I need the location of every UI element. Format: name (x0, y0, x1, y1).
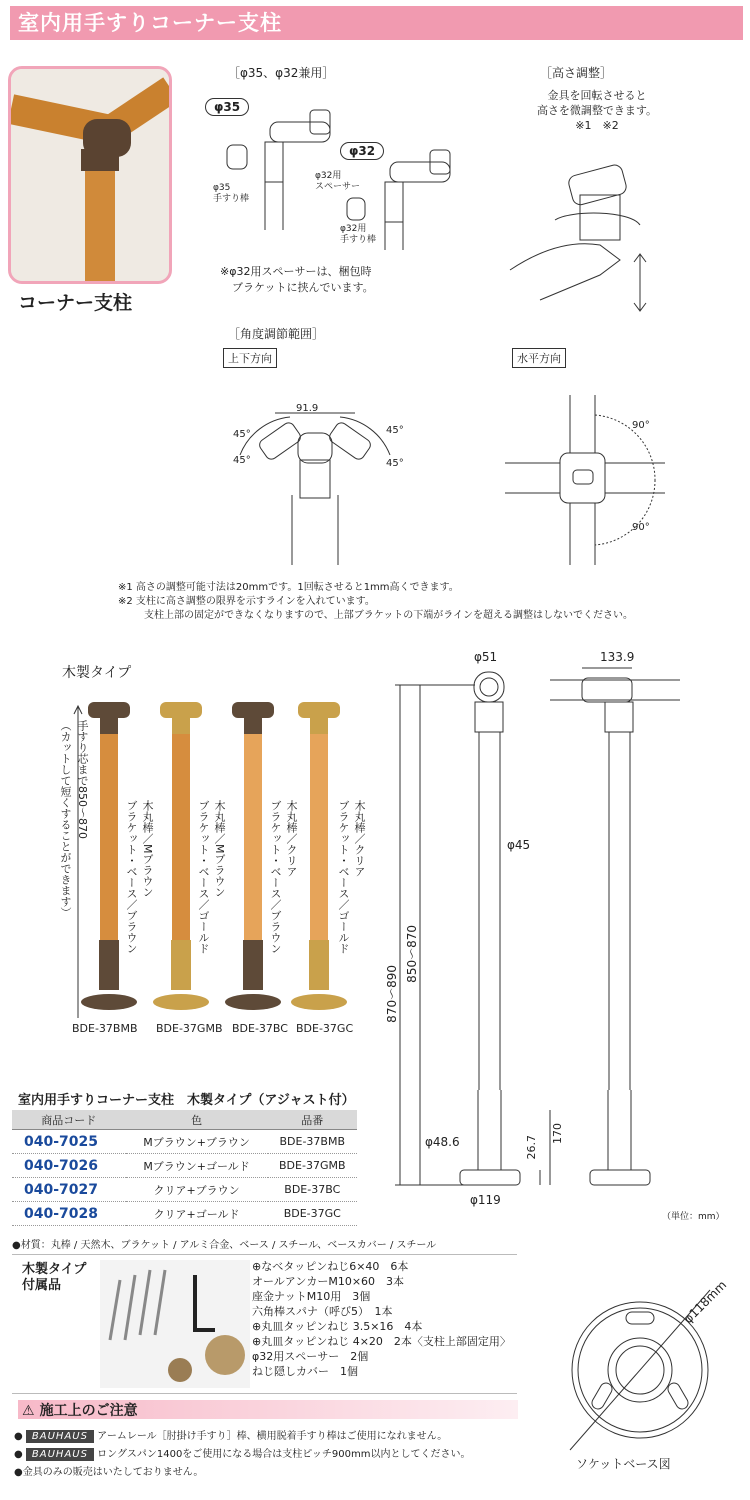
header-code: 商品コード (12, 1110, 126, 1130)
compat-heading: ［φ35、φ32兼用］ (228, 66, 335, 80)
phi32-badge: φ32 (340, 142, 384, 160)
label-phi32-line2: 手すり棒 (340, 235, 377, 245)
spacer-note-line1: ※φ32用スペーサーは、梱包時 (220, 265, 372, 278)
cut-note-line2: （カットして短くすることができます） (59, 720, 72, 918)
angle-45-tl: 45° (233, 429, 251, 440)
accessory-item: ねじ隠しカバー 1個 (252, 1365, 358, 1378)
accessory-item: ⊕なべタッピンねじ6×40 6本 (252, 1260, 409, 1273)
footnote-2: ※2 支柱に高さ調整の限界を示すラインを入れています。 (118, 596, 375, 607)
height-adjust-text (522, 88, 672, 133)
spacer-note (220, 264, 374, 296)
accessory-item: 六角棒スパナ（呼び5） 1本 (252, 1305, 393, 1318)
caution-text-2: ロングスパン1400をご使用になる場合は支柱ピッチ900mm以内としてください。 (97, 1449, 471, 1460)
footnote-2-cont: 支柱上部の固定ができなくなりますので、上部ブラケットの下端がラインを超える調整はしないでください。 (144, 610, 633, 621)
socket-caption: ソケットベース図 (576, 1457, 671, 1471)
row-model: BDE-37GMB (268, 1154, 357, 1178)
product-desc-4-line2: ブラケット・ベース／ゴールド (337, 800, 350, 954)
angle-90-bottom: 90° (632, 522, 650, 533)
socket-base-drawing (560, 1270, 750, 1470)
label-spacer-line1: φ32用 (315, 171, 342, 181)
product-desc-4 (335, 800, 367, 954)
table-row (12, 1154, 357, 1178)
photo-caption: コーナー支柱 (18, 292, 133, 314)
height-adjust-line1: 金具を回転させると (547, 89, 647, 102)
dim-phi51: φ51 (474, 650, 498, 664)
row-color: Mブラウン+ゴールド (126, 1154, 268, 1178)
height-adjust-line3: ※1 ※2 (575, 119, 619, 132)
caution-item-2: ● BAUHAUS ロングスパン1400をご使用になる場合は支柱ピッチ900mm以内としてください。 (14, 1449, 471, 1460)
caution-item-1: ● BAUHAUS アームレール［肘掛け手すり］棒、横用脱着手すり棒はご使用になれません。 (14, 1431, 448, 1442)
product-table (12, 1110, 357, 1226)
accessories-label (22, 1262, 86, 1294)
caution-header (18, 1400, 518, 1419)
height-adjust-line2: 高さを微調整できます。 (536, 104, 658, 117)
label-spacer-line2: スペーサー (315, 182, 361, 192)
bauhaus-badge: BAUHAUS (26, 1430, 94, 1443)
warning-icon: ⚠ (22, 1403, 35, 1419)
hand-adjust-icon (500, 150, 670, 315)
row-model: BDE-37GC (268, 1202, 357, 1226)
row-color: Mブラウン+ブラウン (126, 1130, 268, 1154)
page-header (10, 6, 743, 40)
dim-870-890: 870～890 (385, 965, 399, 1023)
footnote-1: ※1 高さの調整可能寸法は20mmです。1回転させると1mm高くできます。 (118, 582, 459, 593)
model-4: BDE-37GC (296, 1022, 354, 1035)
product-desc-1-line1: 木丸棒／Mブラウン (141, 800, 154, 898)
product-desc-1-line2: ブラケット・ベース／ブラウン (125, 800, 138, 954)
dim-170: 170 (551, 1123, 564, 1144)
label-phi35-line1: φ35 (213, 183, 231, 193)
material-note: ●材質：丸棒 / 天然木、ブラケット / アルミ合金、ベース / スチール、ベースカバー / スチール (12, 1240, 437, 1251)
cut-note-line1: 手すり芯まで850～870 (76, 720, 89, 839)
caution-list (14, 1428, 470, 1482)
wood-type-heading: 木製タイプ (62, 665, 132, 681)
product-desc-3-line1: 木丸棒／クリア (285, 800, 298, 877)
page-title: 室内用手すりコーナー支柱 (18, 11, 282, 35)
angle-90-top: 90° (632, 420, 650, 431)
caution-item-3: ●金具のみの販売はいたしておりません。 (14, 1467, 204, 1478)
row-code: 040-7027 (12, 1178, 126, 1202)
dim-850-870: 850～870 (405, 925, 419, 983)
accessory-item: ⊕丸皿タッピンねじ 4×20 2本〈支柱上部固定用〉 (252, 1335, 511, 1348)
accessory-item: φ32用スペーサー 2個 (252, 1350, 369, 1363)
row-code: 040-7028 (12, 1202, 126, 1226)
model-2: BDE-37GMB (156, 1022, 223, 1035)
angle-45-bl: 45° (233, 455, 251, 466)
product-desc-1 (123, 800, 155, 954)
label-phi35-line2: 手すり棒 (213, 194, 250, 204)
vertical-direction-label: 上下方向 (223, 348, 277, 368)
model-1: BDE-37BMB (72, 1022, 138, 1035)
caution-heading: 施工上のご注意 (39, 1403, 138, 1419)
accessories-label-line1: 木製タイプ (22, 1262, 87, 1277)
caution-text-1: アームレール［肘掛け手すり］棒、横用脱着手すり棒はご使用になれません。 (97, 1431, 448, 1442)
footnotes (118, 581, 633, 623)
row-code: 040-7026 (12, 1154, 126, 1178)
row-color: クリア+ゴールド (126, 1202, 268, 1226)
accessories-label-line2: 付属品 (22, 1278, 62, 1293)
dim-91-9: 91.9 (296, 403, 319, 414)
accessories-photo (100, 1260, 250, 1388)
model-3: BDE-37BC (232, 1022, 288, 1035)
product-photo (8, 66, 172, 284)
bauhaus-badge: BAUHAUS (26, 1448, 94, 1461)
accessories-list (252, 1259, 511, 1379)
angle-heading: ［角度調節範囲］ (228, 327, 325, 341)
row-model: BDE-37BC (268, 1178, 357, 1202)
product-desc-4-line1: 木丸棒／クリア (353, 800, 366, 877)
dim-133-9: 133.9 (600, 650, 635, 664)
vertical-angle-drawing (220, 395, 410, 565)
label-phi35-rod (213, 183, 249, 205)
accessory-item: ⊕丸皿タッピンねじ 3.5×16 4本 (252, 1320, 423, 1333)
dim-phi45: φ45 (507, 838, 531, 852)
horizontal-direction-label: 水平方向 (512, 348, 566, 368)
table-title: 室内用手すりコーナー支柱 木製タイプ（アジャスト付） (18, 1093, 355, 1108)
dim-phi48-6: φ48.6 (425, 1135, 460, 1149)
height-adjust-heading: ［高さ調整］ (540, 66, 613, 80)
product-desc-3-line2: ブラケット・ベース／ブラウン (269, 800, 282, 954)
table-row (12, 1202, 357, 1226)
socket-dim: φ118mm (680, 1277, 730, 1327)
angle-45-tr: 45° (386, 425, 404, 436)
label-spacer (315, 171, 360, 193)
unit-note: （単位：mm） (662, 1212, 725, 1222)
product-desc-2 (195, 800, 227, 954)
header-model: 品番 (268, 1110, 357, 1130)
dim-phi119: φ119 (470, 1193, 501, 1207)
row-code: 040-7025 (12, 1130, 126, 1154)
product-desc-3 (267, 800, 299, 954)
label-phi32-rod (340, 224, 376, 246)
table-header-row (12, 1110, 357, 1130)
phi35-badge: φ35 (205, 98, 249, 116)
product-desc-2-line2: ブラケット・ベース／ゴールド (197, 800, 210, 954)
table-row (12, 1130, 357, 1154)
table-row (12, 1178, 357, 1202)
accessory-item: オールアンカーM10×60 3本 (252, 1275, 405, 1288)
row-color: クリア+ブラウン (126, 1178, 268, 1202)
angle-45-br: 45° (386, 458, 404, 469)
dim-26-7: 26.7 (525, 1135, 538, 1160)
label-phi32-line1: φ32用 (340, 224, 367, 234)
row-model: BDE-37BMB (268, 1130, 357, 1154)
accessory-item: 座金ナットM10用 3個 (252, 1290, 371, 1303)
spacer-note-line2: ブラケットに挟んでいます。 (232, 281, 374, 294)
header-color: 色 (126, 1110, 268, 1130)
product-desc-2-line1: 木丸棒／Mブラウン (213, 800, 226, 898)
